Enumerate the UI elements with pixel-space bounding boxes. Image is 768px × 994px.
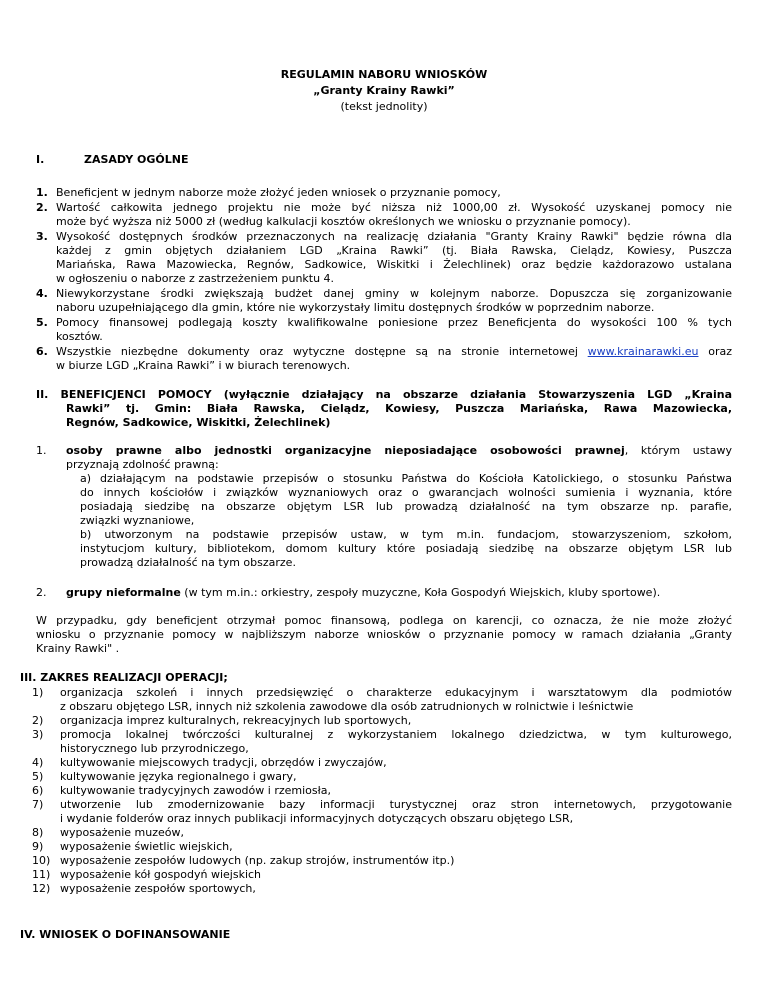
list-item-bold-text: osoby prawne albo jednostki organizacyjne nieposiadające osobowości prawnej: [66, 444, 625, 457]
list-item-text: Wartość całkowita jednego projektu nie może być niższa niż 1000,00 zł. Wysokość uzyskanej pomocy nie: [56, 201, 732, 214]
list-item-number: 2): [32, 714, 44, 727]
list-item: [32, 868, 732, 882]
list-item: [32, 784, 732, 798]
sub-item-text: do innych kościołów i związków wyznaniowych oraz o gwarancjach wolności sumienia i wyznania, które: [80, 486, 732, 499]
list-item-number: 3.: [36, 230, 48, 243]
karencja-note: [36, 614, 732, 656]
list-item-text: wyposażenie zespołów ludowych (np. zakup strojów, instrumentów itp.): [60, 854, 455, 867]
list-item: [66, 586, 732, 600]
list-item-text: Pomocy finansowej podlegają koszty kwalifikowalne poniesione przez Beneficjenta do wysokości 100 % tych: [56, 316, 732, 329]
list-item: [32, 840, 732, 854]
list-item-number: 1.: [36, 444, 47, 457]
list-item-text: historycznego lub przyrodniczego,: [60, 742, 249, 755]
list-item-number: 11): [32, 868, 51, 881]
list-item: [32, 826, 732, 840]
list-item-number: 1.: [36, 186, 48, 199]
list-item: [56, 287, 732, 315]
list-item-text: Mariańska, Rawa Mazowiecka, Regnów, Sadkowice, Wiskitki i Żelechlinek) oraz będzie każdorazowo ustalana: [56, 258, 732, 271]
list-item-text: [66, 444, 732, 458]
website-link[interactable]: www.krainarawki.eu: [587, 345, 699, 358]
list-item-text: utworzenie lub zmodernizowanie bazy informacji turystycznej oraz stron internetowych, przygotowanie: [60, 798, 732, 811]
list-item-text-part: , którym ustawy: [624, 444, 732, 457]
list-item-text-part: Wszystkie niezbędne dokumenty oraz wytyczne dostępne są na stronie internetowej: [56, 345, 588, 358]
sub-item-text: związki wyznaniowe,: [80, 514, 195, 527]
section-heading-line: Regnów, Sadkowice, Wiskitki, Żelechlinek): [66, 416, 331, 429]
document-note: (tekst jednolity): [340, 100, 428, 113]
section-1-number: I.: [36, 153, 45, 166]
section-3-heading: III. ZAKRES REALIZACJI OPERACJI;: [20, 671, 228, 684]
list-item-text: każdej z gmin objętych działaniem LGD „Kraina Rawki” (tj. Biała Rawska, Cielądz, Kowiesy, Puszcza: [56, 244, 732, 257]
list-item-number: 4.: [36, 287, 48, 300]
list-item-number: 2.: [36, 201, 48, 214]
list-item: [32, 882, 732, 896]
section-heading-line: II. BENEFICJENCI POMOCY (wyłącznie działający na obszarze działania Stowarzyszenia LGD „Kraina: [36, 388, 732, 401]
list-item-number: 3): [32, 728, 44, 741]
list-item-number: 6.: [36, 345, 48, 358]
list-item-text: naboru uzupełniającego dla gmin, które nie wykorzystały limitu dostępnych środków w poprzednim naborze.: [56, 301, 655, 314]
section-heading-line: Rawki” tj. Gmin: Biała Rawska, Cielądz, Kowiesy, Puszcza Mariańska, Rawa Mazowiecka,: [66, 402, 732, 415]
list-item-number: 9): [32, 840, 44, 853]
list-item-text: Niewykorzystane środki zwiększają budżet danej gminy w kolejnym naborze. Dopuszcza się zorganizowanie: [56, 287, 732, 300]
list-item-text: z obszaru objętego LSR, innych niż szkolenia zawodowe dla osób zatrudnionych w rolnictwie i leśnictwie: [60, 700, 634, 713]
list-item-text: wyposażenie zespołów sportowych,: [60, 882, 256, 895]
list-item-text: kultywowanie miejscowych tradycji, obrzędów i zwyczajów,: [60, 756, 387, 769]
list-item-text: wyposażenie muzeów,: [60, 826, 184, 839]
list-item-text: Beneficjent w jednym naborze może złożyć jeden wniosek o przyznanie pomocy,: [56, 186, 501, 199]
list-item-text: wyposażenie świetlic wiejskich,: [60, 840, 233, 853]
list-item: [56, 186, 732, 200]
list-item-text: kultywowanie języka regionalnego i gwary,: [60, 770, 297, 783]
section-1-heading: ZASADY OGÓLNE: [84, 153, 189, 166]
list-item-number: 7): [32, 798, 44, 811]
list-item: [32, 770, 732, 784]
list-item-number: 1): [32, 686, 44, 699]
list-item-text: w biurze LGD „Kraina Rawki” i w biurach terenowych.: [56, 359, 351, 372]
document-title: REGULAMIN NABORU WNIOSKÓW: [280, 68, 488, 81]
list-item: [32, 714, 732, 728]
paragraph-line: wniosku o przyznanie pomocy w najbliższym naborze wniosków o przyznanie pomocy w ramach działania „Granty: [36, 628, 732, 641]
list-item: [32, 798, 732, 826]
list-item-text: i wydanie folderów oraz innych publikacji informacyjnych dotyczących obszaru objętego LSR,: [60, 812, 574, 825]
paragraph-line: W przypadku, gdy beneficjent otrzymał pomoc finansową, podlega on karencji, co oznacza, że nie może złożyć: [36, 614, 732, 627]
list-item: [56, 201, 732, 229]
list-item: [32, 686, 732, 714]
list-item-text: [66, 586, 732, 600]
sub-item-text: prowadzą działalność na tym obszarze.: [80, 556, 296, 569]
paragraph-line: Krainy Rawki" .: [36, 642, 120, 655]
list-item-number: 4): [32, 756, 44, 769]
list-item: [56, 316, 732, 344]
sub-item-text: b) utworzonym na podstawie przepisów ustaw, w tym m.in. fundacjom, stowarzyszeniom, szkołom,: [80, 528, 732, 541]
list-item: [32, 756, 732, 770]
list-item-text-part: oraz: [698, 345, 733, 358]
list-item-text: Wysokość dostępnych środków przeznaczonych na realizację działania "Granty Krainy Rawki" będzie równa dla: [56, 230, 732, 243]
list-item: [32, 854, 732, 868]
list-item-text: organizacja szkoleń i innych przedsięwzięć o charakterze edukacyjnym i warsztatowym dla podmiotów: [60, 686, 732, 699]
list-item-number: 5.: [36, 316, 48, 329]
list-item: [56, 345, 732, 373]
sub-item-text: posiadają siedzibę na obszarze objętym LSR lub prowadzą działalność na tym obszarze np. parafie,: [80, 500, 732, 513]
list-item-bold-text: grupy nieformalne: [66, 586, 181, 599]
list-item-text: [56, 345, 732, 359]
list-item-text: może być wyższa niż 5000 zł (według kalkulacji kosztów określonych we wniosku o przyznanie pomocy).: [56, 215, 631, 228]
operations-list: [32, 686, 732, 896]
list-item: [56, 230, 732, 286]
list-item-number: 5): [32, 770, 44, 783]
list-item-text: kultywowanie tradycyjnych zawodów i rzemiosła,: [60, 784, 331, 797]
list-item-text: przyznają zdolność prawną:: [66, 458, 219, 471]
list-item: [66, 444, 732, 570]
list-item-text: w ogłoszeniu o naborze z zastrzeżeniem punktu 4.: [56, 272, 335, 285]
sub-item-text: instytucjom kultury, bibliotekom, domom kultury które posiadają siedzibę na obszarze objętym LSR lub: [80, 542, 732, 555]
list-item-number: 8): [32, 826, 44, 839]
list-item-text: organizacja imprez kulturalnych, rekreacyjnych lub sportowych,: [60, 714, 412, 727]
list-item-text: promocja lokalnej twórczości kulturalnej z wykorzystaniem lokalnego dziedzictwa, w tym kulturowego,: [60, 728, 732, 741]
section-4-heading: IV. WNIOSEK O DOFINANSOWANIE: [20, 928, 231, 941]
list-item-number: 2.: [36, 586, 47, 599]
list-item-text: kosztów.: [56, 330, 103, 343]
list-item-number: 10): [32, 854, 51, 867]
list-item-text: wyposażenie kół gospodyń wiejskich: [60, 868, 262, 881]
document-subtitle: „Granty Krainy Rawki”: [313, 84, 455, 97]
list-item-number: 6): [32, 784, 44, 797]
list-item-text-part: (w tym m.in.: orkiestry, zespoły muzyczne, Koła Gospodyń Wiejskich, kluby sportowe).: [180, 586, 661, 599]
section-2-heading: [36, 388, 732, 430]
list-item: [32, 728, 732, 756]
list-item-number: 12): [32, 882, 51, 895]
sub-item-text: a) działającym na podstawie przepisów o stosunku Państwa do Kościoła Katolickiego, o stosunku Państwa: [80, 472, 732, 485]
